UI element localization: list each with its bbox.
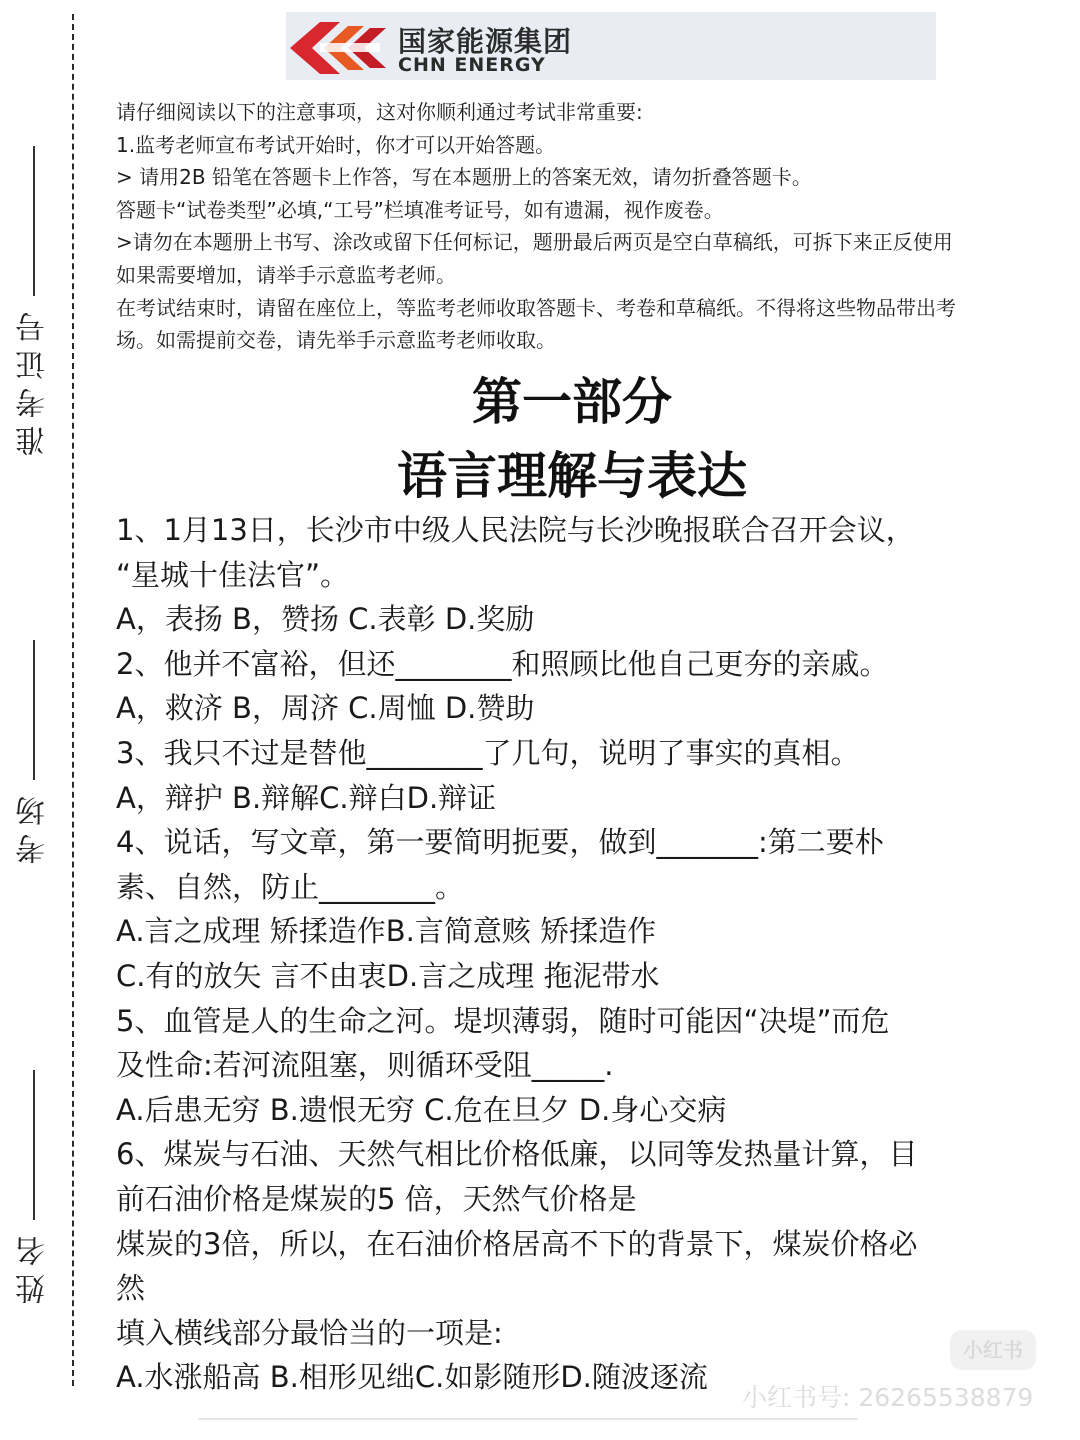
note-line: 1.监考老师宣布考试开始时，你才可以开始答题。 — [116, 132, 556, 157]
name-field — [14, 1070, 54, 1304]
note-line: 答题卡“试卷类型”必填,“工号”栏填准考证号，如有遗漏，视作废卷。 — [116, 197, 724, 222]
note-line: 请仔细阅读以下的注意事项，这对你顺利通过考试非常重要: — [116, 100, 643, 124]
question-line: 素、自然，防止________。 — [116, 869, 465, 904]
exam-instructions — [116, 96, 1080, 357]
question-line: C.有的放矢 言不由衷D.言之成理 拖泥带水 — [116, 958, 660, 993]
chn-energy-logo-icon — [290, 18, 390, 76]
question-line: 5、血管是人的生命之河。堤坝薄弱，随时可能因“决堤”而危 — [116, 1003, 890, 1038]
question-line: 4、说话，写文章，第一要简明扼要，做到_______:第二要朴 — [116, 825, 884, 860]
logo-banner — [286, 12, 936, 80]
note-line: 场。如需提前交卷，请先举手示意监考老师收取。 — [116, 328, 556, 353]
question-line: 及性命:若河流阻塞，则循环受阻_____. — [116, 1048, 614, 1083]
exam-room-label: 考场 — [16, 788, 51, 864]
question-line: A.水涨船高 B.相形见绌C.如影随形D.随波逐流 — [116, 1360, 708, 1395]
binding-dashed-line — [72, 14, 74, 1386]
note-line: 在考试结束时，请留在座位上，等监考老师收取答题卡、考卷和草稿纸。不得将这些物品带出考 — [116, 295, 956, 320]
question-list — [116, 508, 1066, 1400]
question-line: A，表扬 B，赞扬 C.表彰 D.奖励 — [116, 602, 535, 637]
question-line: 前石油价格是煤炭的5 倍，天然气价格是 — [116, 1181, 637, 1216]
logo-chinese-name: 国家能源集团 — [398, 25, 573, 58]
question-line: 煤炭的3倍，所以，在石油价格居高不下的背景下，煤炭价格必 — [116, 1226, 918, 1261]
exam-id-underline — [33, 146, 35, 296]
note-line: >请勿在本题册上书写、涂改或留下任何标记，题册最后两页是空白草稿纸，可拆下来正反使用 — [116, 230, 953, 255]
section-title-heading: 语言理解与表达 — [397, 447, 747, 505]
question-line: A.后患无穷 B.遗恨无穷 C.危在旦夕 D.身心交病 — [116, 1092, 727, 1127]
question-line: A，救济 B，周济 C.周恤 D.赞助 — [116, 691, 535, 726]
note-line: 如果需要增加，请举手示意监考老师。 — [116, 262, 456, 287]
name-label: 姓名 — [16, 1228, 51, 1304]
watermark-badge: 小红书 — [950, 1330, 1036, 1370]
question-line: “星城十佳法官”。 — [116, 557, 350, 592]
question-line: 然 — [116, 1271, 146, 1306]
question-line: A，辩护 B.辩解C.辩白D.辩证 — [116, 780, 497, 815]
exam-id-label: 准考证号 — [16, 304, 51, 456]
question-line: 填入横线部分最恰当的一项是: — [116, 1315, 503, 1350]
bottom-divider — [198, 1418, 858, 1420]
exam-room-underline — [33, 640, 35, 780]
question-line: A.言之成理 矫揉造作B.言简意赅 矫揉造作 — [116, 914, 657, 949]
exam-room-field — [14, 640, 54, 864]
question-line: 3、我只不过是替他________了几句，说明了事实的真相。 — [116, 735, 860, 770]
question-line: 6、煤炭与石油、天然气相比价格低廉，以同等发热量计算，目 — [116, 1137, 918, 1172]
section-part-heading: 第一部分 — [472, 373, 672, 431]
question-line: 2、他并不富裕，但还________和照顾比他自己更夯的亲戚。 — [116, 646, 889, 681]
name-underline — [33, 1070, 35, 1220]
logo-english-name: CHN ENERGY — [398, 54, 546, 76]
note-line: > 请用2B 铅笔在答题卡上作答，写在本题册上的答案无效，请勿折叠答题卡。 — [116, 165, 812, 190]
question-line: 1、1月13日，长沙市中级人民法院与长沙晚报联合召开会议， — [116, 513, 915, 547]
watermark-text: 小红书号: 26265538879 — [742, 1383, 1034, 1412]
